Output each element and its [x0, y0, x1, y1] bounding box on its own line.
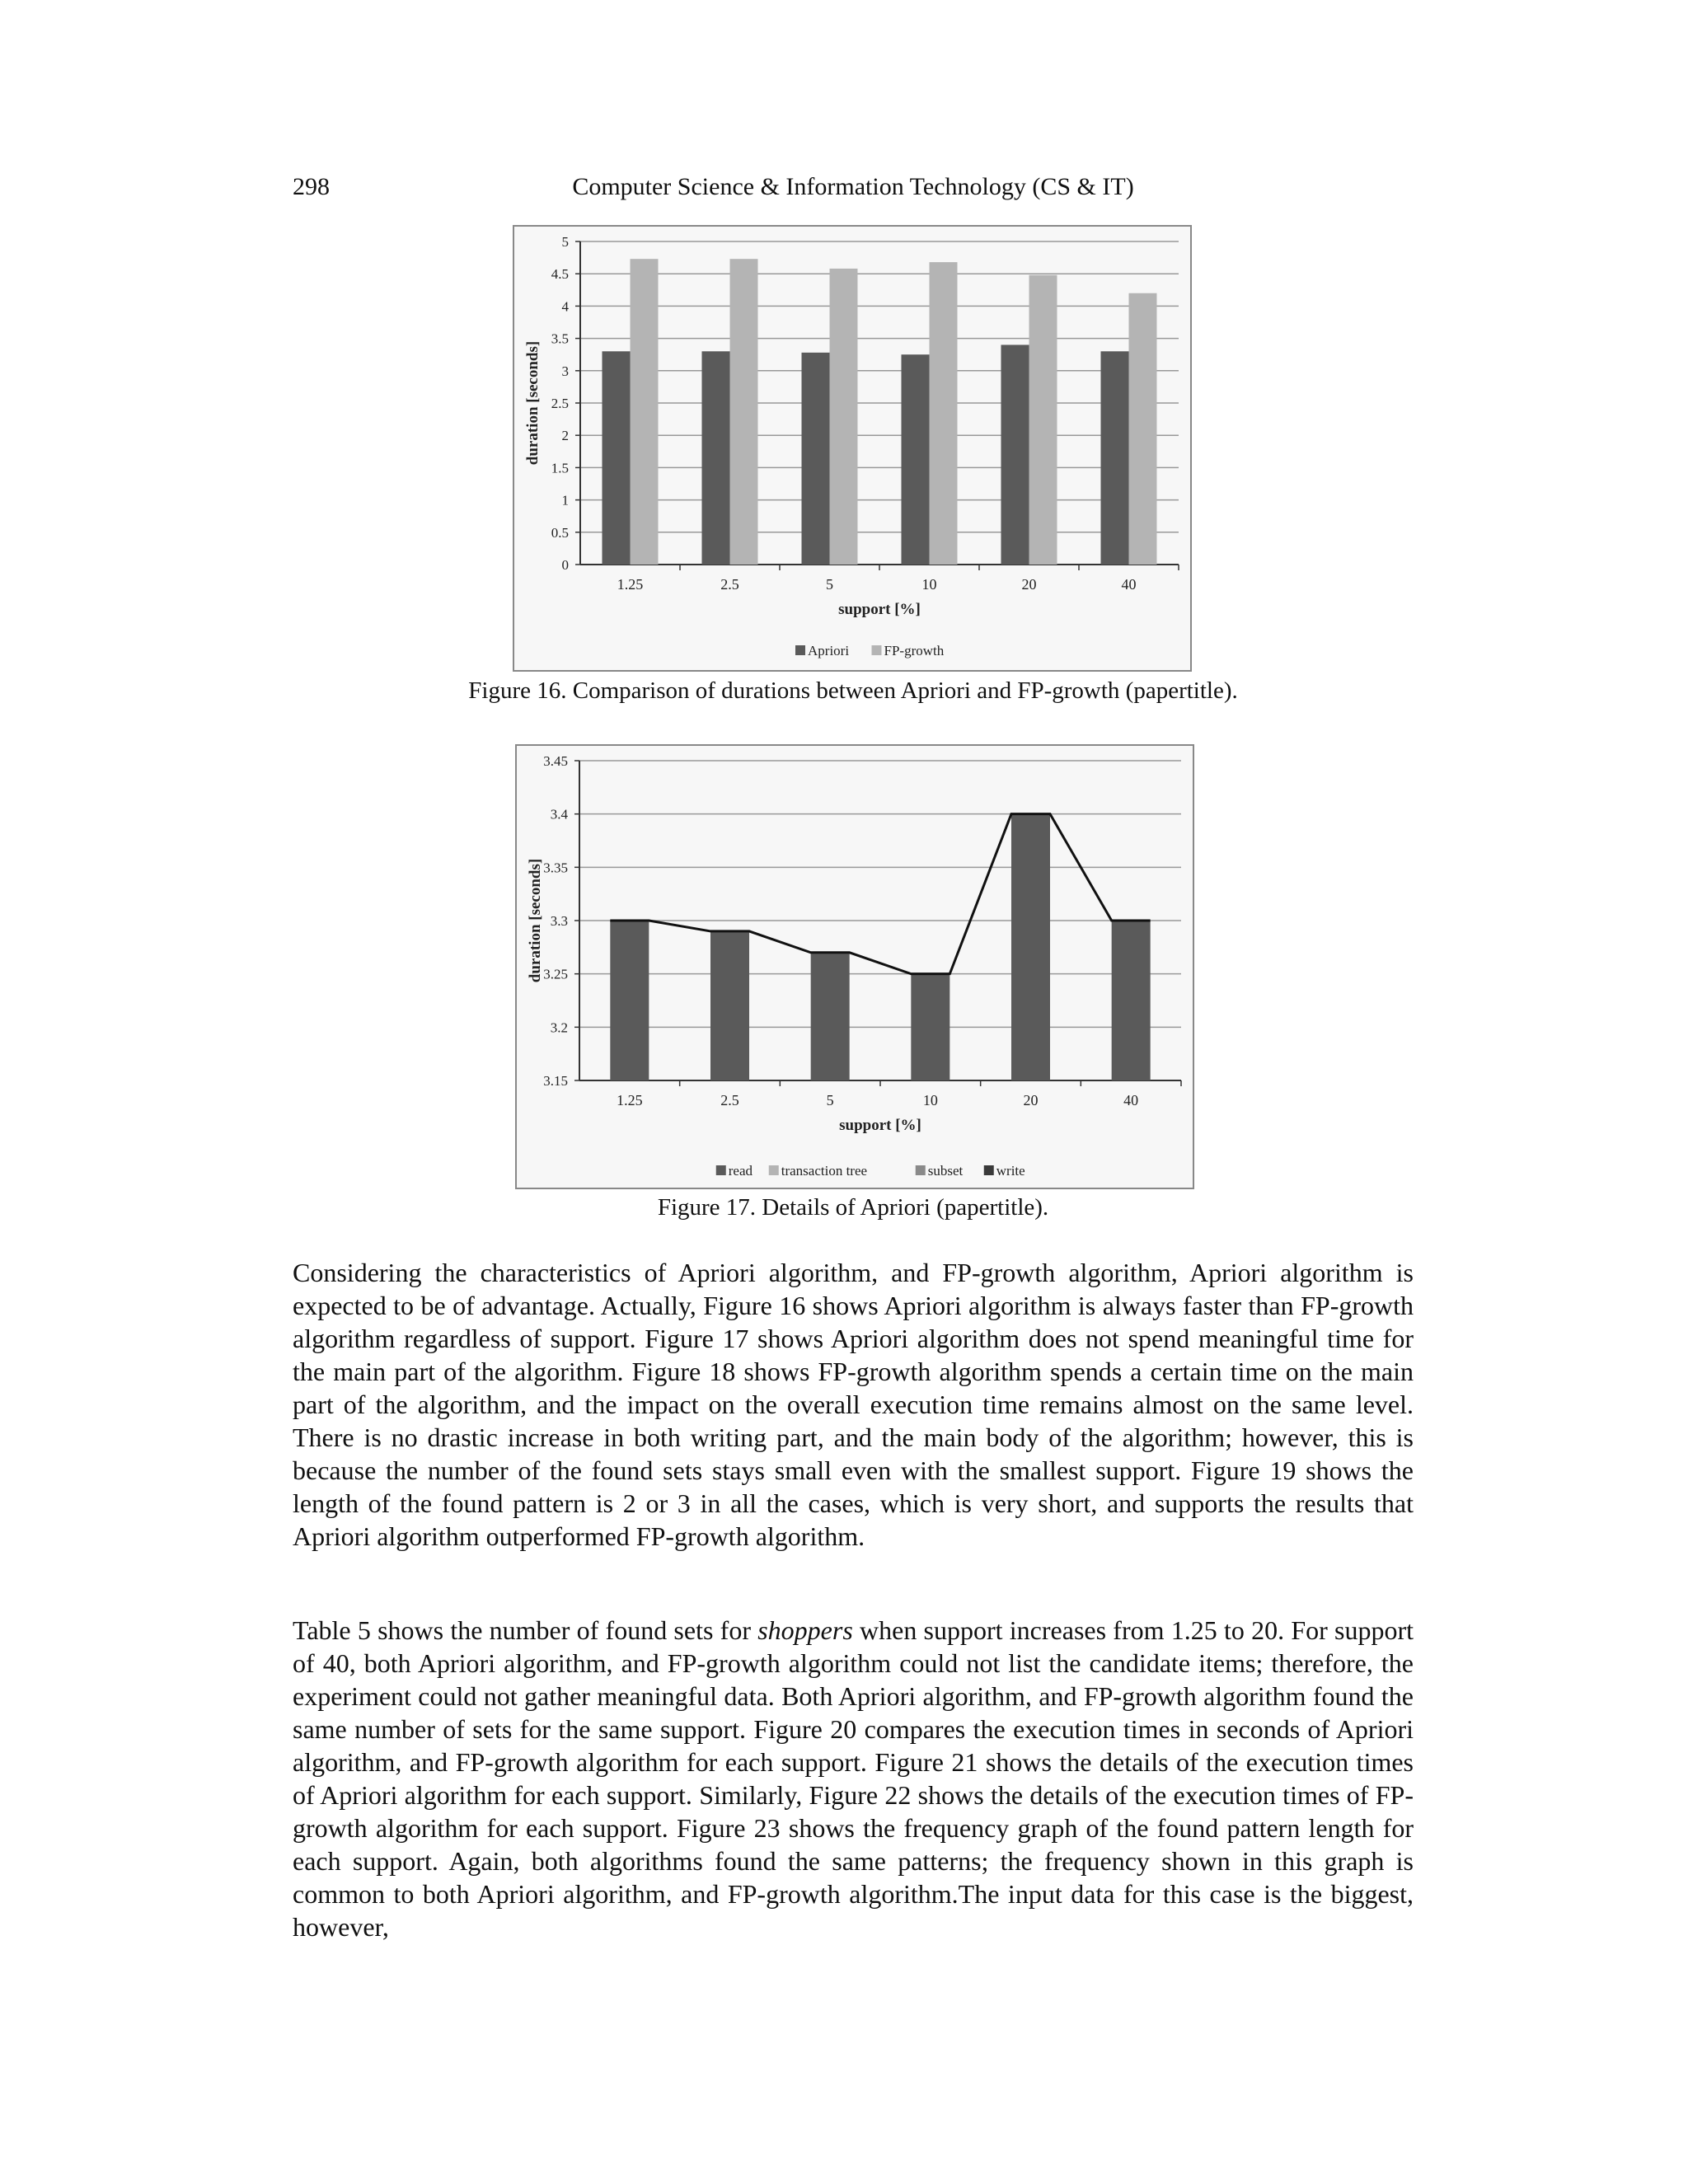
fig16-bar-apriori: [1101, 351, 1129, 565]
fig17-ytick-label: 3.35: [543, 860, 568, 876]
fig16-xtick-label: 1.25: [617, 576, 644, 593]
paragraph-2-emphasis: shoppers: [757, 1615, 853, 1645]
fig17-ytick-label: 3.2: [550, 1019, 568, 1036]
fig16-xtick-label: 10: [921, 576, 937, 593]
fig16-x-axis-title: support [%]: [838, 601, 921, 618]
fig16-legend-label: FP-growth: [884, 643, 945, 658]
fig16-legend-label: Apriori: [808, 643, 850, 658]
fig17-ytick-label: 3.25: [543, 966, 568, 982]
page-number: 298: [293, 173, 330, 200]
fig16-bar-apriori: [902, 354, 930, 565]
fig17-legend-swatch: [769, 1165, 779, 1175]
fig16-bar-fp-growth: [830, 269, 858, 565]
paragraph-2-before: Table 5 shows the number of found sets for: [293, 1615, 758, 1645]
fig16-ytick-label: 3.5: [551, 330, 569, 347]
running-title: Computer Science & Information Technology (CS & IT): [572, 173, 1134, 200]
fig16-bar-apriori: [702, 351, 730, 565]
fig17-legend-label: subset: [927, 1163, 964, 1179]
paragraph-2-after: when support increases from 1.25 to 20. For support of 40, both Apriori algorithm, and FP-growth algorithm could not list the candidate items; therefore, the experiment could not gather meaningful data. Both Apriori algorithm, and FP-growth algorithm found the same number of sets for the same support. Figure 20 compares the execution times in seconds of Apriori algorithm, and FP-growth algorithm for each support. Figure 21 shows the details of the execution times of Apriori algorithm for each support. Similarly, Figure 22 shows the details of the execution times of FP-growth algorithm for each support. Figure 23 shows the frequency graph of the found pattern length for each support. Again, both algorithms found the same patterns; the frequency shown in this graph is common to both Apriori algorithm, and FP-growth algorithm.The input data for this case is the biggest, however,: [293, 1615, 1414, 1942]
figure-17-chart: [515, 744, 1194, 1189]
fig16-ytick-label: 0: [561, 557, 569, 573]
fig16-ytick-label: 5: [561, 234, 569, 250]
fig17-ytick-label: 3.4: [550, 806, 568, 823]
fig16-ytick-label: 4: [561, 298, 569, 315]
fig16-ytick-label: 2: [561, 428, 569, 444]
fig17-bar-read: [710, 931, 749, 1080]
fig16-ytick-label: 0.5: [551, 524, 569, 541]
fig16-legend-swatch: [795, 645, 805, 655]
page-header: [293, 173, 1414, 209]
fig17-x-axis-title: support [%]: [839, 1117, 921, 1134]
fig16-ytick-label: 4.5: [551, 266, 569, 283]
fig17-legend-swatch: [984, 1165, 994, 1175]
fig17-xtick-label: 5: [826, 1092, 834, 1108]
fig17-ytick-label: 3.15: [543, 1073, 568, 1089]
fig16-ytick-label: 3: [561, 363, 569, 379]
fig16-bar-fp-growth: [1029, 275, 1057, 565]
fig16-bar-fp-growth: [930, 262, 958, 565]
fig17-bar-read: [1011, 814, 1050, 1080]
fig17-legend-label: read: [728, 1163, 753, 1179]
fig17-xtick-label: 20: [1023, 1092, 1039, 1108]
figure-17-caption: Figure 17. Details of Apriori (papertitle).: [657, 1194, 1049, 1221]
fig17-xtick-label: 2.5: [720, 1092, 739, 1108]
fig16-ytick-label: 1.5: [551, 460, 569, 476]
figure-16-chart: [513, 225, 1192, 672]
fig16-legend-swatch: [872, 645, 882, 655]
fig16-bar-apriori: [603, 351, 631, 565]
fig17-legend-swatch: [716, 1165, 726, 1175]
fig17-legend-label: transaction tree: [781, 1163, 868, 1179]
body-paragraph-2: [293, 1614, 1414, 1943]
fig17-ytick-label: 3.3: [550, 913, 568, 929]
fig16-y-axis-title: duration [seconds]: [524, 340, 542, 466]
fig16-ytick-label: 1: [561, 492, 569, 509]
fig16-xtick-label: 2.5: [720, 576, 739, 593]
fig16-xtick-label: 40: [1121, 576, 1137, 593]
fig17-y-axis-title: duration [seconds]: [527, 858, 544, 983]
fig16-bar-fp-growth: [631, 259, 659, 565]
fig17-bar-read: [811, 953, 850, 1080]
fig16-bar-fp-growth: [1129, 293, 1157, 565]
fig16-bar-apriori: [802, 353, 830, 565]
fig17-bar-read: [1112, 921, 1151, 1080]
fig17-xtick-label: 1.25: [617, 1092, 643, 1108]
fig16-bar-apriori: [1001, 344, 1029, 565]
body-paragraph-1: [293, 1256, 1414, 1553]
figure-16-caption: Figure 16. Comparison of durations between Apriori and FP-growth (papertitle).: [468, 677, 1238, 704]
paragraph-1-text: Considering the characteristics of Apriori algorithm, and FP-growth algorithm, Apriori algorithm is expected to be of advantage. Actually, Figure 16 shows Apriori algorithm is always faster than FP-growth algorithm regardless of support. Figure 17 shows Apriori algorithm does not spend meaningful time for the main part of the algorithm. Figure 18 shows FP-growth algorithm spends a certain time on the main part of the algorithm, and the impact on the overall execution time remains almost on the same level. There is no drastic increase in both writing part, and the main body of the algorithm; however, this is because the number of the found sets stays small even with the smallest support. Figure 19 shows the length of the found pattern is 2 or 3 in all the cases, which is very short, and supports the results that Apriori algorithm outperformed FP-growth algorithm.: [293, 1258, 1414, 1551]
fig17-legend-label: write: [996, 1163, 1025, 1179]
fig17-legend-swatch: [916, 1165, 926, 1175]
fig16-ytick-label: 2.5: [551, 396, 569, 411]
fig17-xtick-label: 40: [1123, 1092, 1139, 1108]
fig17-bar-read: [911, 974, 950, 1080]
fig16-xtick-label: 20: [1021, 576, 1037, 593]
fig17-xtick-label: 10: [922, 1092, 938, 1108]
fig17-bar-read: [610, 921, 649, 1080]
fig16-xtick-label: 5: [826, 576, 833, 593]
fig17-ytick-label: 3.45: [543, 753, 568, 769]
fig16-bar-fp-growth: [730, 259, 758, 565]
